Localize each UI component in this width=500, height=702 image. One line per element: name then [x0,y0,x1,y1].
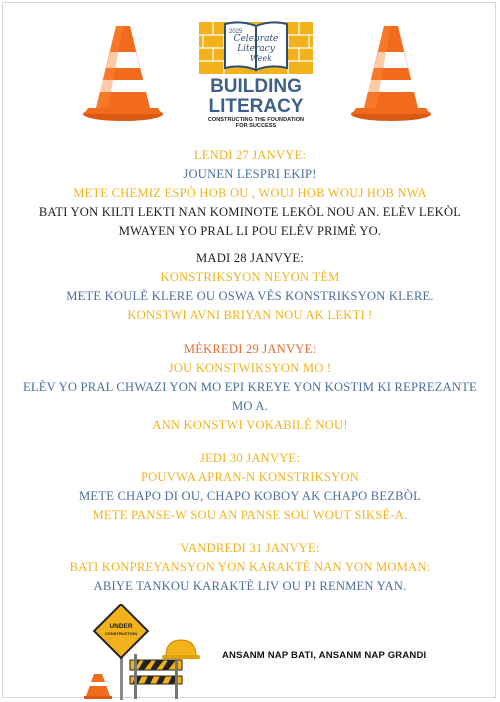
svg-text:Celebrate: Celebrate [233,34,279,44]
day-line: KONSTWI AVNI BRIYAN NOU AK LEKTI ! [127,308,373,322]
day-line: ANN KONSTWI VOKABILÈ NOU! [152,418,348,432]
footer-slogan: ANSANM NAP BATI, ANSANM NAP GRANDI [222,650,427,661]
day-line: BATI KONPREYANSYON YON KARAKTÈ NAN YON MOMAN: [69,560,431,574]
day-section-friday [0,539,500,596]
svg-text:CONSTRUCTION: CONSTRUCTION [104,631,138,636]
svg-text:Literacy: Literacy [237,44,275,54]
day-section-tuesday [0,249,500,325]
day-section-wednesday [0,340,500,435]
day-line: MO A. [232,399,268,413]
traffic-cone-icon [80,22,166,122]
day-line: ABIYE TANKOU KARAKTÈ LIV OU PI RENMEN YAN. [93,579,407,593]
construction-illustration [80,604,200,700]
day-line: METE PANSE-W SOU AN PANSE SOU WOUT SIKSÈ-A. [92,508,408,522]
day-line: JOUNEN LESPRI EKIP! [183,167,317,181]
day-heading: VANDREDI 31 JANVYE: [180,541,320,555]
day-line: KONSTRIKSYON NEYON TÈM [160,270,340,284]
day-line: POUVWA APRAN-N KONSTRIKSYON [140,470,360,484]
svg-text:BUILDING: BUILDING [210,76,302,97]
traffic-cone-icon [348,22,434,122]
day-line: METE CHEMIZ ESPÒ HOB OU , WOUJ HOB WOUJ HOB NWA [73,186,427,200]
hard-hat-icon [162,640,200,659]
day-line: BATI YON KILTI LEKTI NAN KOMINOTE LEKÒL NOU AN. ELÈV LEKÒL [38,205,462,219]
day-line: JOU KONSTWIKSYON MO ! [168,361,332,375]
day-heading: LENDI 27 JANVYE: [193,148,307,162]
svg-text:LITERACY: LITERACY [208,96,304,117]
svg-text:UNDER: UNDER [109,623,133,630]
svg-text:FOR SUCCESS: FOR SUCCESS [235,123,277,129]
day-heading: MADI 28 JANVYE: [196,251,304,265]
day-line: METE CHAPO DI OU, CHAPO KOBOY AK CHAPO BEZBÒL [79,489,421,503]
svg-text:Week: Week [250,54,272,63]
day-heading: JEDI 30 JANVYE: [199,451,301,465]
road-barrier-icon [130,654,182,699]
svg-text:2025: 2025 [229,29,243,35]
day-line: MWAYEN YO PRAL LI POU ELÈV PRIMÈ YO. [118,224,382,238]
under-construction-sign-icon [94,604,148,658]
building-literacy-logo [195,18,317,130]
day-heading: MÈKREDI 29 JANVYE: [183,342,317,356]
day-section-monday [0,146,500,241]
day-line: ELÈV YO PRAL CHWAZI YON MO EPI KREYE YON KOSTIM KI REPREZANTE [22,380,477,394]
traffic-cone-icon [84,674,112,699]
day-line: METE KOULÈ KLERE OU OSWA VÈS KONSTRIKSYON KLERE. [66,289,434,303]
day-section-thursday [0,449,500,525]
svg-text:CONSTRUCTING THE FOUNDATION: CONSTRUCTING THE FOUNDATION [207,117,305,123]
